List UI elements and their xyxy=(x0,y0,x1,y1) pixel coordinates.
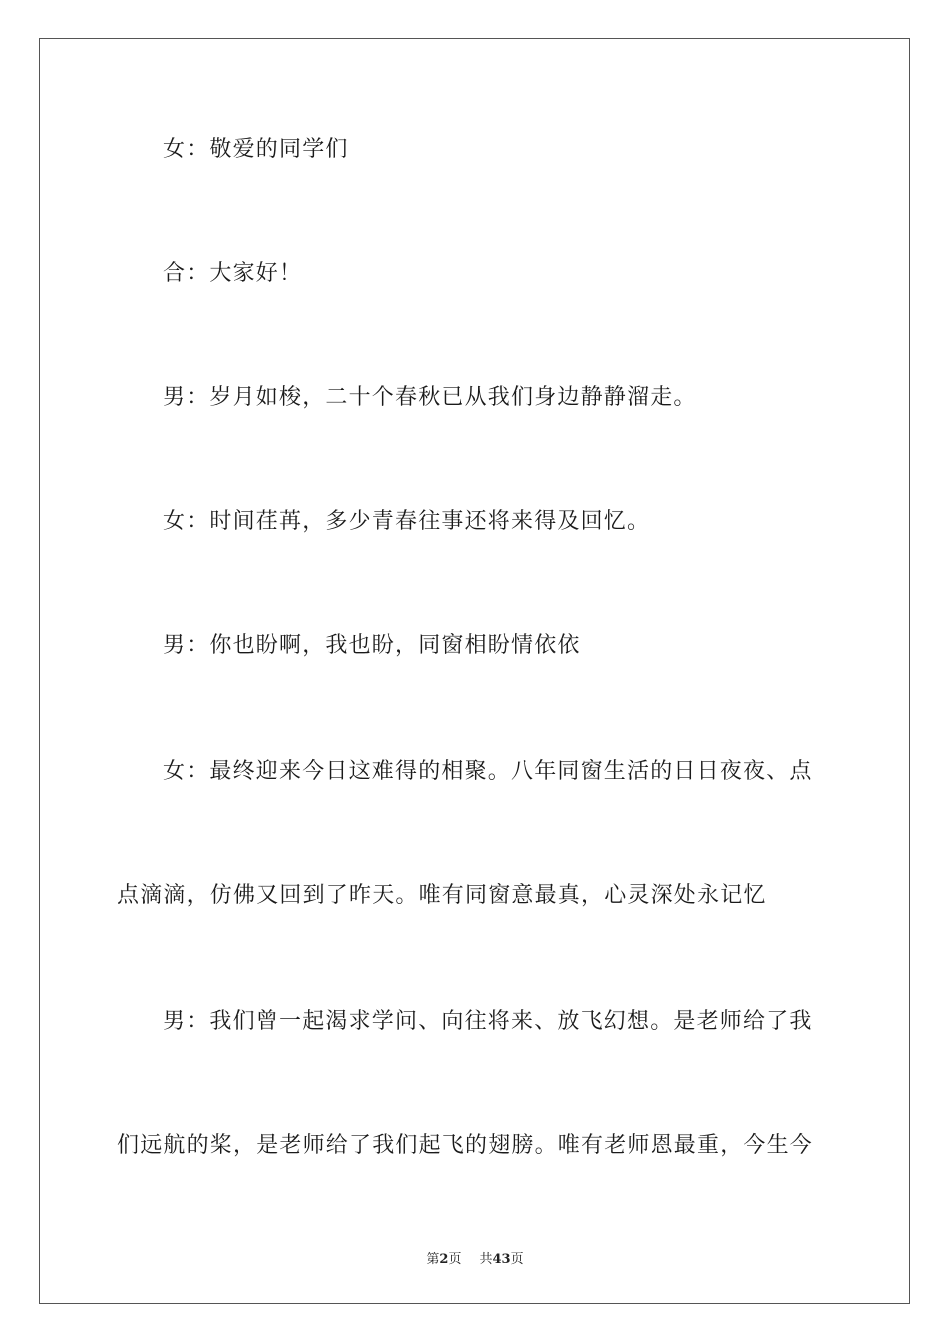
paragraph-line: 男：岁月如梭，二十个春秋已从我们身边静静溜走。 xyxy=(163,385,697,410)
footer-page-prefix: 第 xyxy=(426,1252,440,1267)
footer-page-suffix: 页 xyxy=(448,1252,462,1267)
paragraph-line: 们远航的桨，是老师给了我们起飞的翅膀。唯有老师恩最重，今生今 xyxy=(117,1133,814,1158)
paragraph-line: 男：我们曾一起渴求学问、向往将来、放飞幻想。是老师给了我 xyxy=(163,1009,813,1034)
paragraph-line: 女：最终迎来今日这难得的相聚。八年同窗生活的日日夜夜、点 xyxy=(163,759,813,784)
footer-total-number: 43 xyxy=(492,1252,511,1267)
footer-total-suffix: 页 xyxy=(510,1252,524,1267)
page-footer xyxy=(0,1248,950,1267)
paragraph-line: 点滴滴，仿佛又回到了昨天。唯有同窗意最真，心灵深处永记忆 xyxy=(117,883,767,908)
paragraph-line: 女：时间荏苒，多少青春往事还将来得及回忆。 xyxy=(163,509,651,534)
paragraph-line: 男：你也盼啊，我也盼，同窗相盼情依依 xyxy=(163,633,581,658)
footer-total-prefix: 共 xyxy=(479,1252,493,1267)
paragraph-line: 女：敬爱的同学们 xyxy=(163,137,349,162)
paragraph-line: 合：大家好！ xyxy=(163,261,303,286)
footer-page-number: 2 xyxy=(439,1252,449,1267)
page-border xyxy=(39,38,910,1304)
